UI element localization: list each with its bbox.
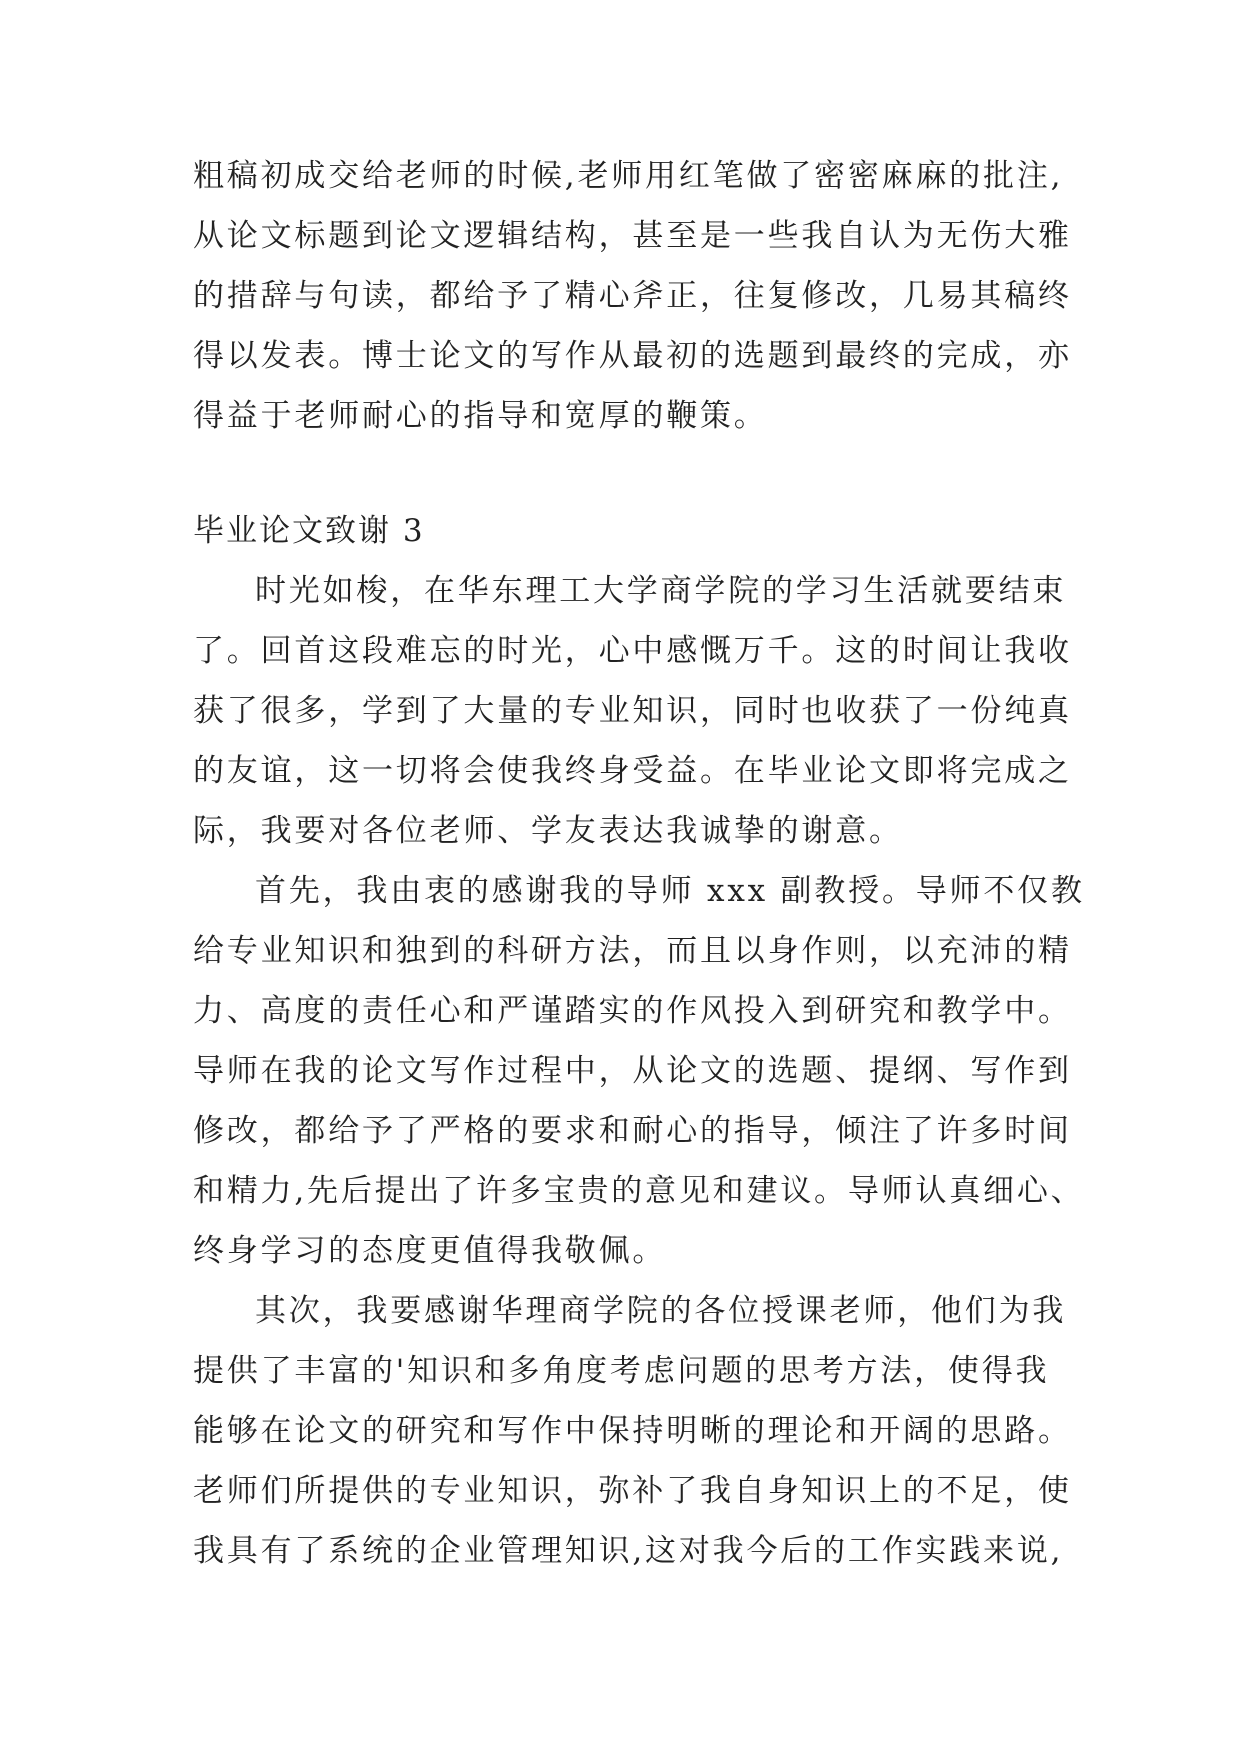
text-line: 得以发表。博士论文的写作从最初的选题到最终的完成，亦 — [193, 338, 1072, 374]
text-line: 力、高度的责任心和严谨踏实的作风投入到研究和教学中。 — [193, 993, 1072, 1029]
text-line: 的友谊，这一切将会使我终身受益。在毕业论文即将完成之 — [193, 753, 1072, 789]
text-line: 时光如梭，在华东理工大学商学院的学习生活就要结束 — [255, 573, 1067, 609]
text-line: 修改，都给予了严格的要求和耐心的指导，倾注了许多时间 — [193, 1113, 1072, 1149]
text-line: 首先，我由衷的感谢我的导师 xxx 副教授。导师不仅教 — [255, 873, 1085, 909]
text-line: 其次，我要感谢华理商学院的各位授课老师，他们为我 — [255, 1293, 1067, 1329]
text-line: 粗稿初成交给老师的时候,老师用红笔做了密密麻麻的批注, — [193, 158, 1064, 194]
text-line: 我具有了系统的企业管理知识,这对我今后的工作实践来说, — [193, 1533, 1064, 1569]
text-line: 老师们所提供的专业知识，弥补了我自身知识上的不足，使 — [193, 1473, 1072, 1509]
text-line: 导师在我的论文写作过程中，从论文的选题、提纲、写作到 — [193, 1053, 1072, 1089]
section-title: 毕业论文致谢 3 — [193, 513, 425, 549]
text-line: 终身学习的态度更值得我敬佩。 — [193, 1233, 667, 1269]
text-line: 提供了丰富的'知识和多角度考虑问题的思考方法，使得我 — [193, 1353, 1050, 1389]
text-line: 从论文标题到论文逻辑结构，甚至是一些我自认为无伤大雅 — [193, 218, 1072, 254]
text-line: 给专业知识和独到的科研方法，而且以身作则，以充沛的精 — [193, 933, 1072, 969]
text-line: 获了很多，学到了大量的专业知识，同时也收获了一份纯真 — [193, 693, 1072, 729]
text-line: 得益于老师耐心的指导和宽厚的鞭策。 — [193, 398, 768, 434]
text-line: 能够在论文的研究和写作中保持明晰的理论和开阔的思路。 — [193, 1413, 1072, 1449]
text-line: 了。回首这段难忘的时光，心中感慨万千。这的时间让我收 — [193, 633, 1072, 669]
text-line: 和精力,先后提出了许多宝贵的意见和建议。导师认真细心、 — [193, 1173, 1085, 1209]
text-line: 的措辞与句读，都给予了精心斧正，往复修改，几易其稿终 — [193, 278, 1072, 314]
text-line: 际，我要对各位老师、学友表达我诚挚的谢意。 — [193, 813, 903, 849]
